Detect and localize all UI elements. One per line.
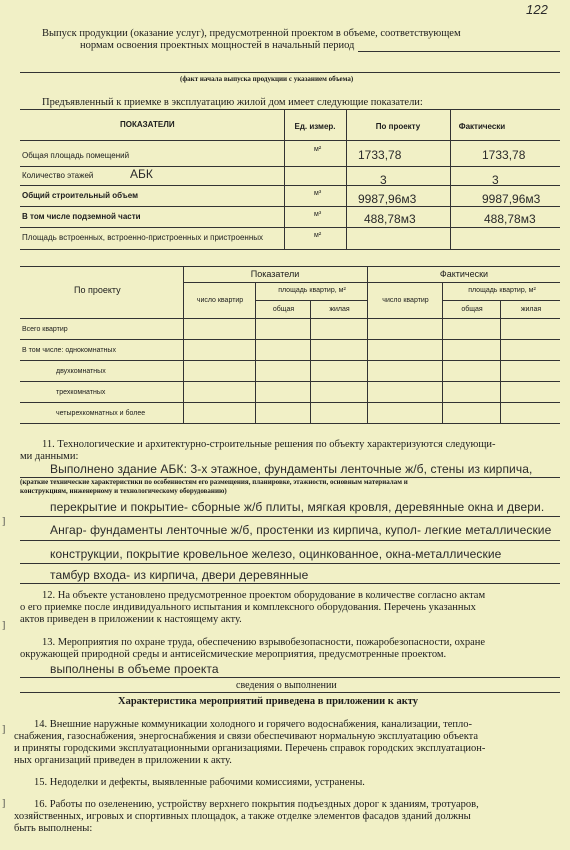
header-num-apartments: число квартир (382, 297, 429, 304)
intro-fact-line (20, 72, 560, 73)
section16-line-2: хозяйственных, игровых и спортивных площадок, а также отделке элементов фасадов зданий должны (14, 811, 471, 822)
intro-line-2: нормам освоения проектных мощностей в начальный период (80, 40, 355, 51)
margin-mark: ] (2, 516, 6, 527)
presented-text: Предъявленный к приемке в эксплуатацию жилой дом имеет следующие показатели: (42, 97, 423, 108)
section12-line-1: 12. На объекте установлено предусмотренное проектом оборудование в количестве согласно актам (42, 590, 486, 601)
header-num-apartments: число квартир (196, 297, 244, 304)
row-label: четырехкомнатных и более (56, 410, 146, 417)
row-label: трехкомнатных (56, 389, 106, 396)
margin-mark: ] (2, 724, 6, 735)
section11-hand-line-5: тамбур входа- из кирпича, двери деревянные (50, 568, 309, 582)
row-label: Площадь встроенных, встроенно-пристроенных и пристроенных (22, 233, 263, 242)
section11-hand-line-3: Ангар- фундаменты ленточные ж/б, простенки из кирпича, купол- легкие металлические (50, 523, 552, 537)
row-unit: м³ (314, 211, 322, 218)
section16-line-3: быть выполнены: (14, 823, 93, 834)
row-actual-value: 1733,78 (482, 148, 526, 162)
row-label: двухкомнатных (56, 368, 106, 375)
section11-text1: 11. Технологические и архитектурно-строительные решения по объекту характеризуются следующи- (42, 439, 496, 450)
section13-hand: выполнены в объеме проекта (50, 662, 219, 676)
header-total: общая (272, 306, 295, 313)
row-label: В том числе подземной части (22, 212, 141, 221)
row-project-value: 9987,96м3 (358, 192, 417, 206)
section14-line-4: ных организаций приведен в приложении к акту. (14, 755, 232, 766)
section11-text2: ми данными: (20, 451, 79, 462)
section16-line-1: 16. Работы по озеленению, устройству верхнего покрытия подъездных дорог к зданиям, тротуаров, (34, 799, 479, 810)
row-unit: м² (314, 146, 322, 153)
header-living: жилая (329, 306, 350, 313)
row-label: Общий строительный объем (22, 191, 139, 200)
header-actual: Фактически (439, 269, 489, 279)
header-project: По проекту (375, 122, 421, 131)
header-indicators: Показатели (250, 269, 300, 279)
section11-hand-line-1: Выполнено здание АБК: 3-х этажное, фундаменты ленточные ж/б, стены из кирпича, (50, 462, 533, 476)
section14-line-3: и приняты городскими эксплуатационными организациями. Перечень справок городских эксплуатацион- (14, 743, 486, 754)
section13-line-1: 13. Мероприятия по охране труда, обеспечению взрывобезопасности, пожаробезопасности, охране (42, 637, 486, 648)
section13-bold: Характеристика мероприятий приведена в приложении к акту (118, 696, 419, 707)
header-by-project: По проекту (74, 285, 121, 295)
section11-hand-line-2: перекрытие и покрытие- сборные ж/б плиты, мягкая кровля, деревянные окна и двери. (50, 500, 545, 514)
section12-line-2: о его приемке после индивидуального испытания и комплексного оборудования. Перечень указанных (20, 602, 476, 613)
section13-caption: сведения о выполнении (236, 680, 337, 691)
row-label: Всего квартир (22, 326, 68, 333)
header-area: площадь квартир, м² (468, 287, 536, 294)
row-label: В том числе: однокомнатных (22, 347, 116, 354)
section13-line-2: окружающей природной среды и антисейсмические мероприятия, предусмотренные проектом. (20, 649, 447, 660)
header-total: общая (461, 306, 483, 313)
section15-line-1: 15. Недоделки и дефекты, выявленные рабочими комиссиями, устранены. (34, 777, 365, 788)
row-label-extra: АБК (130, 167, 153, 181)
section11-caption-2: конструкциям, инженерному и технологическому оборудованию) (20, 487, 227, 495)
row-unit: м² (314, 232, 322, 239)
row-project-value: 1733,78 (358, 148, 402, 162)
row-unit: м³ (314, 190, 322, 197)
header-area: площадь квартир, м² (278, 287, 346, 294)
header-indicators: ПОКАЗАТЕЛИ (120, 120, 175, 129)
section14-line-2: снабжения, газоснабжения, энергоснабжения и связи обеспечивают нормальную эксплуатацию объекта (14, 731, 479, 742)
margin-mark: ] (2, 798, 6, 809)
page-number: 122 (526, 2, 548, 17)
row-project-value: 3 (380, 173, 387, 187)
section11-caption-1: (краткие технические характеристики по особенностям его размещения, планировке, этажности, основным материалам и (20, 478, 408, 486)
intro-caption: (факт начала выпуска продукции с указанием объема) (180, 75, 354, 83)
margin-mark: ] (2, 620, 6, 631)
row-actual-value: 488,78м3 (484, 212, 536, 226)
row-actual-value: 9987,96м3 (482, 192, 541, 206)
intro-blank-line (358, 51, 560, 52)
header-unit: Ед. измер. (294, 122, 336, 131)
intro-line-1: Выпуск продукции (оказание услуг), предусмотренной проектом в объеме, соответствующем (42, 28, 461, 39)
row-label: Количество этажей (22, 171, 94, 180)
section12-line-3: актов приведен в приложении к настоящему акту. (20, 614, 242, 625)
section14-line-1: 14. Внешние наружные коммуникации холодного и горячего водоснабжения, канализации, тепло- (34, 719, 473, 730)
row-project-value: 488,78м3 (364, 212, 416, 226)
header-living: жилая (520, 306, 542, 313)
row-label: Общая площадь помещений (22, 151, 130, 160)
row-actual-value: 3 (492, 173, 499, 187)
header-actual: Фактически (458, 122, 506, 131)
section11-hand-line-4: конструкции, покрытие кровельное железо, оцинкованное, окна-металлические (50, 547, 502, 561)
